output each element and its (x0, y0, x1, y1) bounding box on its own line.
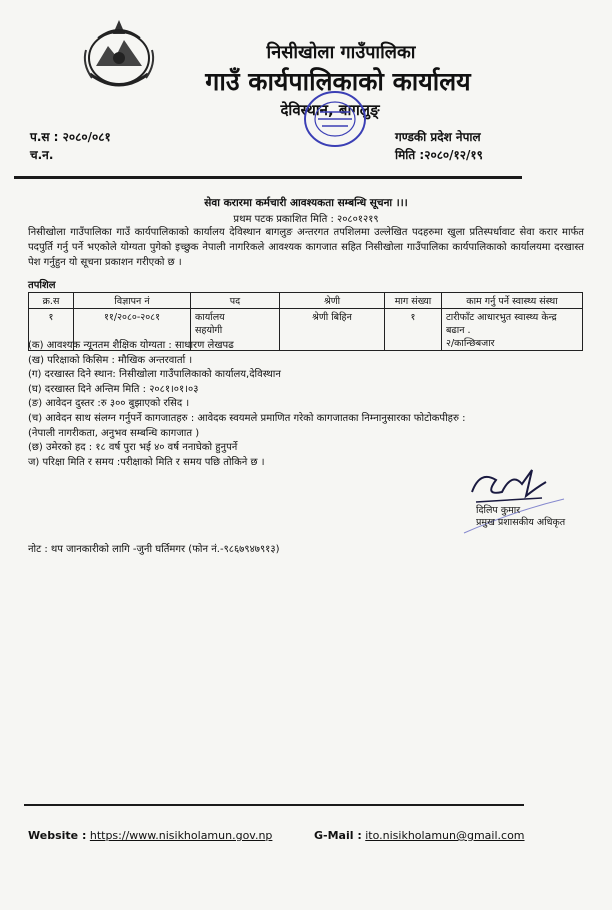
col-demand: माग संख्या (385, 293, 442, 309)
province: गण्डकी प्रदेश नेपाल (395, 130, 481, 144)
signatory-block (476, 505, 565, 529)
municipality-name: निसीखोला गाउँपालिका (266, 42, 416, 63)
signatory-designation: प्रमुख प्रशासकीय अधिकृत (476, 517, 566, 528)
table-header-row (29, 293, 583, 309)
col-sn: क्र.स (29, 293, 74, 309)
website-link[interactable]: https://www.nisikholamun.gov.np (89, 829, 273, 842)
col-institution: काम गर्नु पर्ने स्वास्थ्य संस्था (442, 293, 583, 309)
cell-level: श्रेणी बिहिन (280, 309, 385, 351)
col-ad-no: विज्ञापन नं (74, 293, 191, 309)
letter-number: प.स : २०८०/०८१ (30, 130, 111, 144)
requirements-list (28, 339, 584, 470)
publish-date: प्रथम पटक प्रकाशित मिति : २०८०१२१९ (233, 214, 379, 225)
cell-institution-line1: टारीफाँट आधारभुत स्वास्थ्य केन्द्र बढान . (446, 312, 557, 336)
col-post: पद (191, 293, 280, 309)
list-item: (नेपाली नागरीकता, अनुभव सम्बन्धि कागजात ) (28, 427, 200, 439)
office-stamp-icon (300, 88, 370, 150)
col-level: श्रेणी (280, 293, 385, 309)
cell-post-line1: कार्यालय (195, 312, 225, 323)
cell-ad-no: ११/२०८०-२०८१ (74, 309, 191, 351)
schedule-label: तपशिल (28, 280, 56, 291)
contact-note: नोट : थप जानकारीको लागि -जुनी घर्तिमगर (फोन नं.-९८६७९४७९१३) (28, 544, 280, 555)
header-divider (14, 176, 522, 179)
list-item: ज) परिक्षा मिति र समय :परीक्षाको मिति र समय पछि तोकिने छ । (28, 456, 265, 468)
dispatch-number: च.न. (30, 148, 54, 162)
footer-divider (24, 804, 524, 806)
signatory-name: दिलिप कुमार (476, 505, 521, 516)
cell-demand: १ (385, 309, 442, 351)
footer-email (314, 829, 525, 842)
email-link[interactable]: ito.nisikholamun@gmail.com (365, 829, 525, 842)
list-item: (घ) दरखास्त दिने अन्तिम मिति : २०८१।०१।०३ (28, 383, 199, 395)
cell-institution-line2: २/कान्छिबजार (446, 338, 495, 349)
cell-sn: १ (29, 309, 74, 351)
list-item: (च) आवेदन साथ संलग्न गर्नुपर्ने कागजातहरु : आवेदक स्वयमले प्रमाणित गरेको कागजातका निम्नानुसारका फोटोकपीहरु : (28, 412, 466, 424)
letter-date: मिति :२०८०/१२/१९ (395, 148, 483, 162)
website-label: Website : (28, 829, 87, 842)
list-item: (ङ) आवेदन दुस्तर :रु ३०० बुझाएको रसिद । (28, 398, 190, 410)
list-item: (छ) उमेरको हद : १८ वर्ष पुरा भई ४० वर्ष ननाघेको हुनुपर्ने (28, 442, 238, 454)
list-item: (क) आवश्यक न्यूनतम शैक्षिक योग्यता : साधारण लेखपढ (28, 340, 234, 351)
footer-website (28, 829, 272, 842)
list-item: (ग) दरखास्त दिने स्थान: निसीखोला गाउँपालिकाको कार्यालय,देविस्थान (28, 369, 281, 381)
notice-title: सेवा करारमा कर्मचारी आवश्यकता सम्बन्धि सूचना ।।। (204, 197, 408, 209)
office-location: देविस्थान, बागलुङ् (280, 101, 380, 119)
email-label: G-Mail : (314, 829, 362, 842)
cell-post-line2: सहयोगी (195, 325, 223, 336)
notice-intro: निसीखोला गाउँपालिका गाउँ कार्यपालिकाको कार्यालय देविस्थान बागलुङ अन्तरगत तपशिलमा उल्लेखित पदहरुमा खुला प्रतिस्पर्धावाट सेवा करार मार्फत पदपुर्ति गर्नु पर्ने भएकोले योग्यता पुगेको इच्छुक नेपाली नागरिकले आवश्यक कागजात सहित निसीखोला गाउँपालिका कार्यपालिकाको कार्यालयमा दरखास्त पेश गर्नुहुन यो सूचना प्रकाशन गरीएको छ । (28, 227, 584, 268)
office-name: गाउँ कार्यपालिकाको कार्यालय (205, 67, 471, 96)
list-item: (ख) परिक्षाको किसिम : मौखिक अन्तरवार्ता । (28, 354, 193, 366)
